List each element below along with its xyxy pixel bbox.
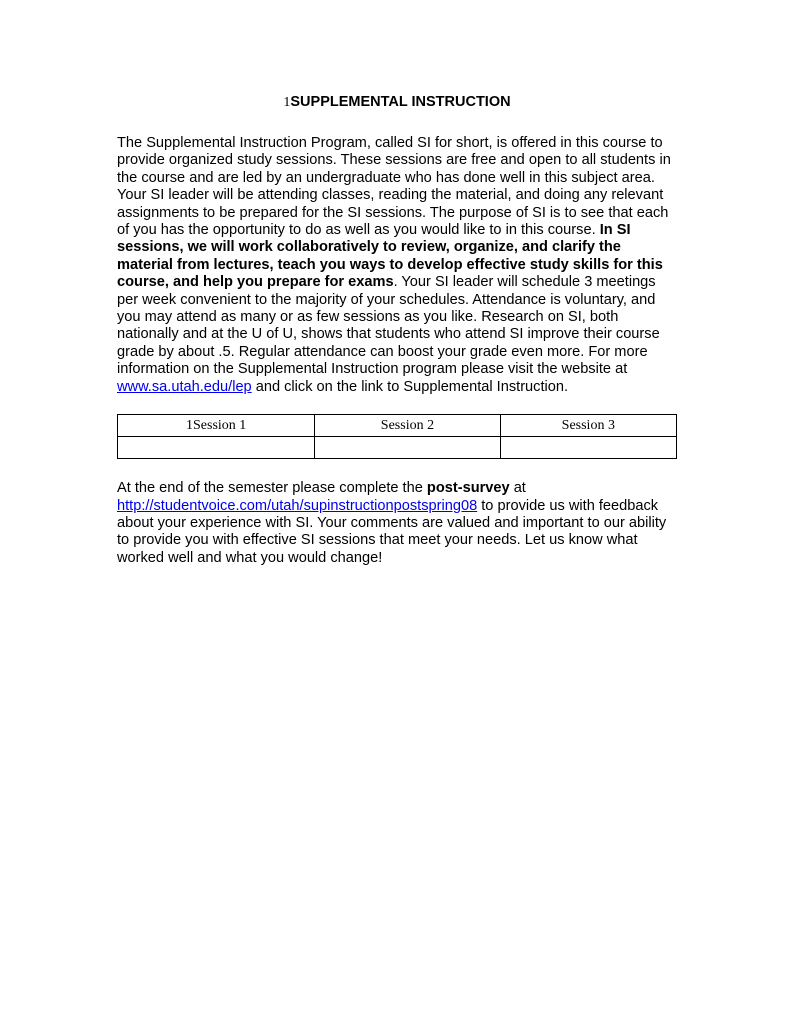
intro-text-1: The Supplemental Instruction Program, called SI for short, is offered in this course to provide organized study sessions. These sessions are free and open to all students in the course and are led by an undergraduate who has done well in this subject area. Your SI leader will be attending classes, reading the material, and doing any relevant assignments to be prepared for the SI sessions. The purpose of SI is to see that each of you has the opportunity to do as well as you would like to in this course. [117,135,671,239]
session-2-header: Session 2 [315,415,500,437]
survey-link[interactable]: http://studentvoice.com/utah/supinstructionpostspring08 [117,497,478,514]
intro-text-2: . Your SI leader will schedule 3 meetings per week convenient to the majority of your schedules. Attendance is voluntary, and you may attend as many or as few sessions as you like. Research on SI, both nationally and at the U of U, shows that students who attend SI improve their course grade by about .5. Regular attendance can boost your grade even more. For more information on the Supplemental Instruction program please visit the website at [117,274,660,378]
page-title-text: SUPPLEMENTAL INSTRUCTION [290,94,511,110]
intro-text-3: and click on the link to Supplemental Instruction. [251,378,569,395]
closing-text-2: at [509,480,526,497]
session-2-cell [315,437,500,459]
closing-text-1: At the end of the semester please complete the [117,480,427,497]
closing-text-3: to provide us with feedback about your experience with SI. Your comments are valued and important to our ability to provide you with effective SI sessions that meet your needs. Let us know what worked well and what you would change! [117,497,667,566]
intro-bold-text: In SI sessions, we will work collaboratively to review, organize, and clarify the material from lectures, teach you ways to develop effective study skills for this course, and help you prepare for exams [117,222,663,291]
sessions-value-row [118,437,677,459]
closing-paragraph [117,480,677,567]
intro-paragraph [117,135,677,396]
session-3-cell [500,437,676,459]
page-title [117,92,677,113]
footnote-marker: 1 [283,95,291,110]
session-1-cell [118,437,315,459]
lep-website-link[interactable]: www.sa.utah.edu/lep [117,378,252,395]
sessions-header-row [118,415,677,437]
post-survey-label: post-survey [426,480,510,497]
session-3-header: Session 3 [500,415,676,437]
document-page [117,92,677,567]
sessions-table [117,414,677,459]
session-1-header: 1Session 1 [118,415,315,437]
